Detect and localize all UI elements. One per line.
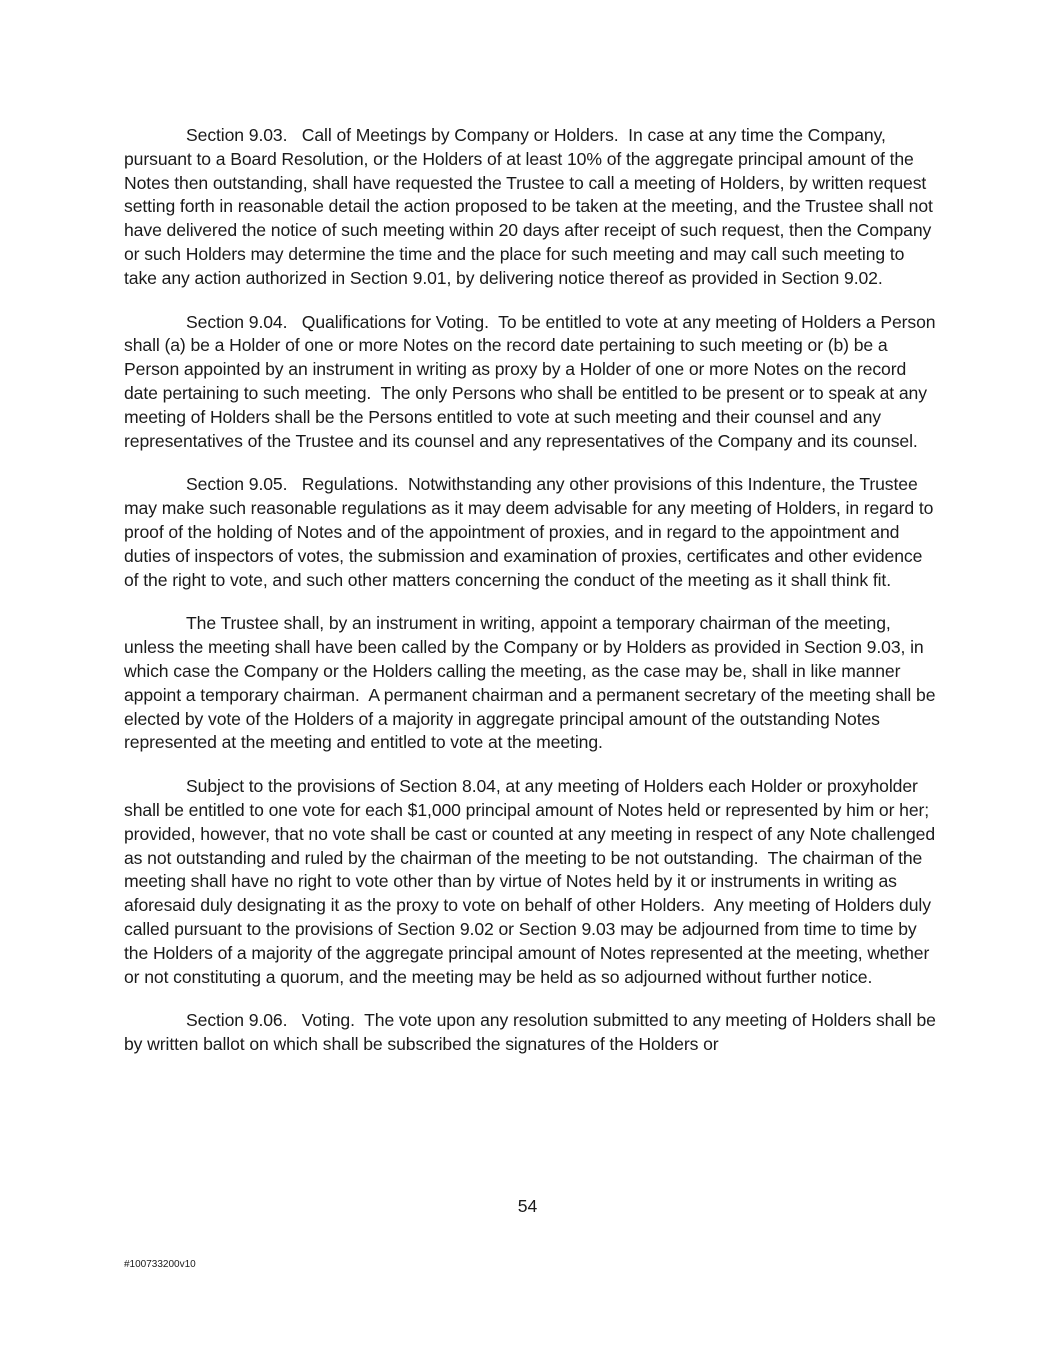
paragraph-temporary-chairman: The Trustee shall, by an instrument in writing, appoint a temporary chairman of the meeting, unless the meeting shall have been called by the Company or by Holders as provided in Section 9.03, in which case the Company or the Holders calling the meeting, as the case may be, shall in like manner appoint a temporary chairman. A permanent chairman and a permanent secretary of the meeting shall be elected by vote of the Holders of a majority in aggregate principal amount of the outstanding Notes represented at the meeting and entitled to vote at the meeting. <box>124 613 941 753</box>
document-body <box>124 124 941 1077</box>
paragraph-votes-per-holder: Subject to the provisions of Section 8.04, at any meeting of Holders each Holder or proxyholder shall be entitled to one vote for each $1,000 principal amount of Notes held or represented by him or her; provided, however, that no vote shall be cast or counted at any meeting in respect of any Note challenged as not outstanding and ruled by the chairman of the meeting to be not outstanding. The chairman of the meeting shall have no right to vote other than by virtue of Notes held by it or instruments in writing as aforesaid duly designating it as the proxy to vote on behalf of other Holders. Any meeting of Holders duly called pursuant to the provisions of Section 9.02 or Section 9.03 may be adjourned from time to time by the Holders of a majority of the aggregate principal amount of Notes represented at the meeting, whether or not constituting a quorum, and the meeting may be held as so adjourned without further notice. <box>124 776 940 987</box>
paragraph-section-9-03: Section 9.03. Call of Meetings by Company or Holders. In case at any time the Company, pursuant to a Board Resolution, or the Holders of at least 10% of the aggregate principal amount of the Notes then outstanding, shall have requested the Trustee to call a meeting of Holders, by written request setting forth in reasonable detail the action proposed to be taken at the meeting, and the Trustee shall not have delivered the notice of such meeting within 20 days after receipt of such request, then the Company or such Holders may determine the time and the place for such meeting and may call such meeting to take any action authorized in Section 9.01, by delivering notice thereof as provided in Section 9.02. <box>124 125 938 288</box>
paragraph-section-9-04: Section 9.04. Qualifications for Voting. To be entitled to vote at any meeting of Holders a Person shall (a) be a Holder of one or more Notes on the record date pertaining to such meeting or (b) be a Person appointed by an instrument in writing as proxy by a Holder of one or more Notes on the record date pertaining to such meeting. The only Persons who shall be entitled to be present or to speak at any meeting of Holders shall be the Persons entitled to vote at such meeting and their counsel and any representatives of the Trustee and its counsel and any representatives of the Company and its counsel. <box>124 311 941 451</box>
paragraph-section-9-05: Section 9.05. Regulations. Notwithstanding any other provisions of this Indenture, the Trustee may make such reasonable regulations as it may deem advisable for any meeting of Holders, in regard to proof of the holding of Notes and of the appointment of proxies, and in regard to the appointment and duties of inspectors of votes, the submission and examination of proxies, certificates and other evidence of the right to vote, and such other matters concerning the conduct of the meeting as it shall think fit. <box>124 474 939 590</box>
paragraph-section-9-06: Section 9.06. Voting. The vote upon any resolution submitted to any meeting of Holders shall be by written ballot on which shall be subscribed the signatures of the Holders or <box>124 1010 941 1055</box>
document-id-footer: #100733200v10 <box>124 1259 196 1270</box>
page-number: 54 <box>517 1196 538 1216</box>
